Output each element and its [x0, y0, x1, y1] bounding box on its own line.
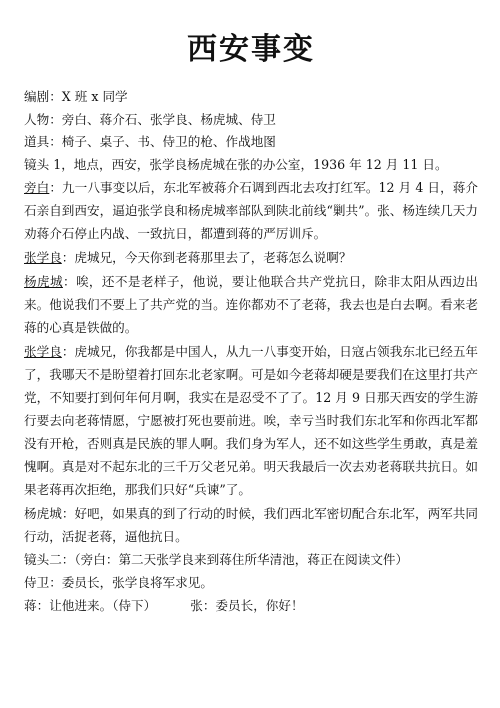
- speaker-label: 张学良: [24, 250, 62, 266]
- page-title: 西安事变: [187, 32, 315, 67]
- dialogue-text: 虎城兄，今天你到老蒋那里去了，老蒋怎么说啊？: [74, 250, 352, 266]
- final-line: [24, 595, 478, 618]
- zhang-line: 张：委员长，你好！: [190, 597, 304, 613]
- speaker-label: 杨虎城: [24, 274, 63, 290]
- chiang-line: 蒋：让他进来。（侍下）: [24, 597, 157, 613]
- speaker-label: 旁白: [24, 180, 50, 196]
- dialogue-text: 虎城兄，你我都是中国人，从九一八事变开始，日寇占领我东北已经五年了，我哪天不是盼望着打回东北老家啊。可是如今老蒋却硬是要我们在这里打共产党，不知要打到何年何月啊，我实在是忍受不了了。12 月 9 日那天西安的学生游行要去向老蒋情愿，宁愿被打死也要前进。唉，幸亏当时我们东北军和你西北军都没有开枪，否则真是民族的罪人啊。我们身为军人，还不如这些学生勇敢，真是羞愧啊。真是对不起东北的三千万父老兄弟。明天我最后一次去劝老蒋联共抗日。如果老蒋再次拒绝，那我们只好“兵谏”了。: [24, 344, 479, 498]
- dialogue-yang-1: [24, 270, 478, 339]
- speaker-sep: ：: [62, 274, 76, 290]
- scene2-line: 镜头二：（旁白：第二天张学良来到蒋住所华清池，蒋正在阅读文件）: [24, 552, 409, 568]
- scene1-line: 镜头 1，地点，西安，张学良杨虎城在张的办公室，1936 年 12 月 11 日。: [24, 156, 448, 172]
- characters-line: 人物：旁白、蒋介石、张学良、杨虎城、侍卫: [24, 111, 276, 127]
- dialogue-zhang-2: [24, 340, 478, 501]
- guard-line: 侍卫：委员长，张学良将军求见。: [24, 574, 213, 590]
- speaker-sep: ：: [49, 180, 62, 196]
- dialogue-yang-2: 杨虎城：好吧，如果真的到了行动的时候，我们西北军密切配合东北军，两军共同行动，活捉老蒋，逼他抗日。: [24, 506, 478, 545]
- speaker-sep: ：: [61, 344, 75, 360]
- dialogue-zhang-1: [24, 246, 478, 269]
- speaker-sep: ：: [61, 250, 75, 266]
- editor-line: 编剧：X 班 x 同学: [24, 89, 128, 104]
- dialogue-narrator: [24, 176, 478, 245]
- speaker-label: 张学良: [24, 344, 62, 360]
- dialogue-text: 唉，还不是老样子，他说，要让他联合共产党抗日，除非太阳从西边出来。他说我们不要上了共产党的当。连你都劝不了老蒋，我去也是白去啊。看来老蒋的心真是铁做的。: [24, 274, 479, 336]
- dialogue-text: 九一八事变以后，东北军被蒋介石调到西北去攻打红军。12 月 4 日，蒋介石亲自到西安，逼迫张学良和杨虎城率部队到陕北前线“剿共”。张、杨连续几天力劝蒋介石停止内战、一致抗日，都遭到蒋的严厉训斥。: [24, 180, 479, 242]
- props-line: 道具：椅子、桌子、书、侍卫的枪、作战地图: [24, 134, 276, 150]
